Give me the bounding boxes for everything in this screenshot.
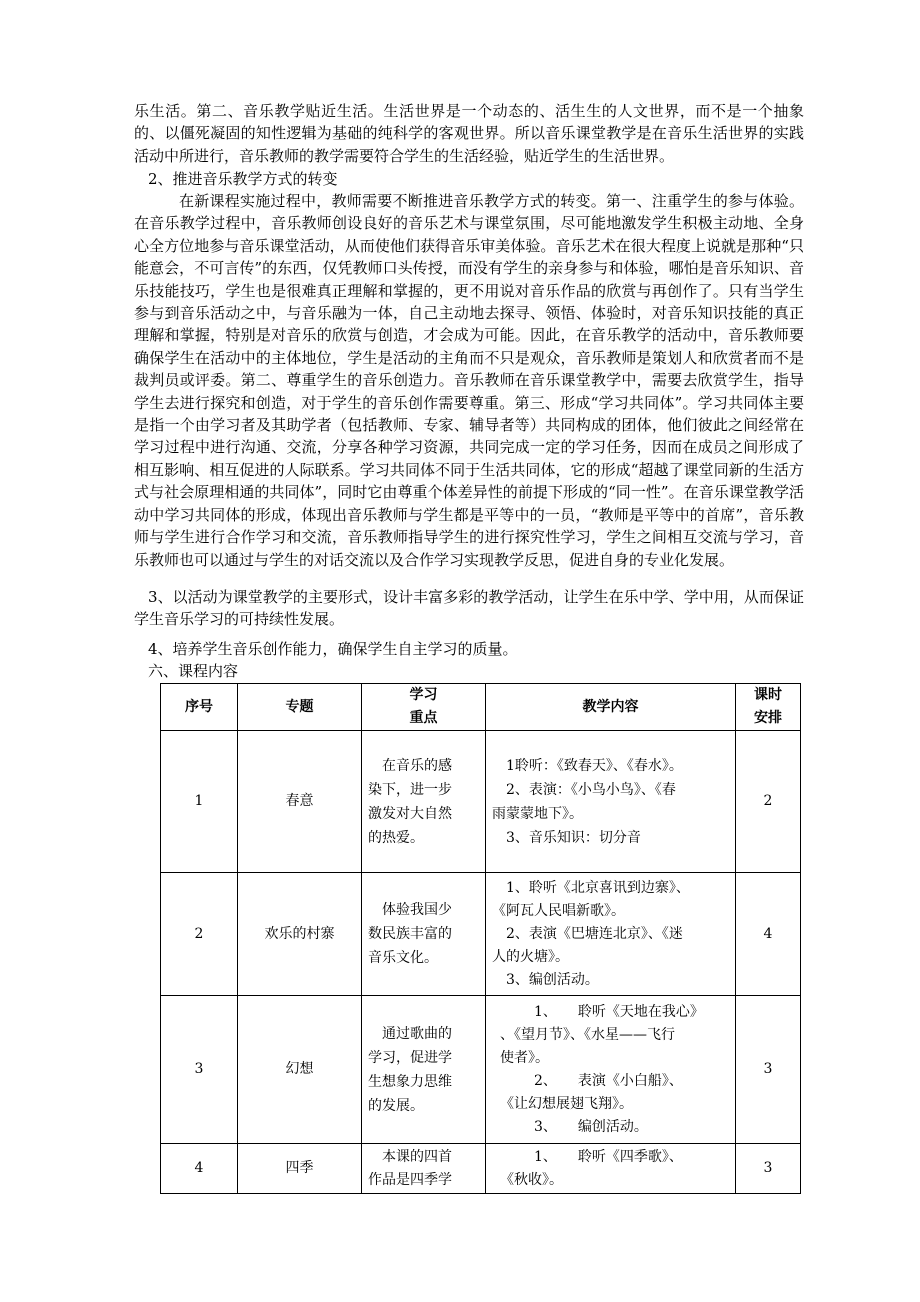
focus-line: 学习，促进学 bbox=[368, 1049, 452, 1066]
content-line: 雨蒙蒙地下》。 bbox=[492, 805, 583, 822]
table-row bbox=[161, 996, 801, 1144]
cell-topic: 欢乐的村寨 bbox=[238, 873, 362, 996]
focus-line: 的发展。 bbox=[368, 1097, 424, 1114]
focus-line: 通过歌曲的 bbox=[382, 1025, 452, 1042]
header-focus-line2: 重点 bbox=[409, 710, 438, 726]
content-line: 2、 表演《小白船》、 bbox=[534, 1072, 683, 1089]
content-line: 使者》。 bbox=[500, 1049, 549, 1066]
table-row bbox=[161, 873, 801, 996]
cell-hours: 2 bbox=[736, 731, 801, 873]
cell-hours: 4 bbox=[736, 873, 801, 996]
cell-content bbox=[486, 1144, 736, 1194]
heading-course-content: 六、课程内容 bbox=[148, 662, 239, 680]
cell-topic: 幻想 bbox=[238, 996, 362, 1144]
content-line: 3、音乐知识：切分音 bbox=[506, 829, 641, 846]
content-line: 3、编创活动。 bbox=[506, 971, 599, 988]
content-line: 1、 聆听《四季歌》、 bbox=[534, 1148, 683, 1165]
cell-focus bbox=[362, 873, 486, 996]
header-hours-line2: 安排 bbox=[754, 710, 782, 726]
cell-content bbox=[486, 996, 736, 1144]
cell-no: 3 bbox=[161, 996, 238, 1144]
cell-focus bbox=[362, 996, 486, 1144]
cell-content bbox=[486, 873, 736, 996]
cell-focus bbox=[362, 731, 486, 873]
heading-teaching-method: 2、推进音乐教学方式的转变 bbox=[148, 170, 338, 188]
paragraph-music-life: 乐生活。第二、音乐教学贴近生活。生活世界是一个动态的、活生生的人文世界，而不是一个抽象的、以僵死凝固的知性逻辑为基础的纯科学的客观世界。所以音乐课堂教学是在音乐生活世界的实践活动中所进行，音乐教师的教学需要符合学生的生活经验，贴近学生的生活世界。 bbox=[134, 102, 804, 165]
content-line: 《秋收》。 bbox=[500, 1171, 563, 1188]
cell-focus bbox=[362, 1144, 486, 1194]
header-focus bbox=[362, 684, 486, 731]
cell-topic: 四季 bbox=[238, 1144, 362, 1194]
header-topic: 专题 bbox=[238, 684, 362, 731]
focus-line: 本课的四首 bbox=[382, 1148, 452, 1165]
header-content: 教学内容 bbox=[486, 684, 736, 731]
content-line: 3、 编创活动。 bbox=[534, 1118, 648, 1135]
cell-hours: 3 bbox=[736, 1144, 801, 1194]
content-line: 1、聆听《北京喜讯到边寨》、 bbox=[506, 879, 690, 896]
focus-line: 作品是四季学 bbox=[368, 1171, 452, 1188]
focus-line: 在音乐的感 bbox=[382, 757, 452, 774]
cell-content bbox=[486, 731, 736, 873]
content-line: 2、表演《巴塘连北京》、《迷 bbox=[506, 925, 683, 942]
focus-line: 体验我国少 bbox=[382, 902, 452, 918]
content-line: 《阿瓦人民唱新歌》。 bbox=[492, 902, 625, 919]
content-line: 1、 聆听《天地在我心》 bbox=[534, 1003, 704, 1020]
focus-line: 数民族丰富的 bbox=[368, 926, 452, 942]
paragraph-activity-form: 3、以活动为课堂教学的主要形式，设计丰富多彩的教学活动，让学生在乐中学、学中用，从而保证学生音乐学习的可持续性发展。 bbox=[134, 588, 804, 629]
table-row bbox=[161, 1144, 801, 1194]
focus-line: 染下，进一步 bbox=[368, 781, 452, 798]
cell-no: 2 bbox=[161, 873, 238, 996]
table-header-row bbox=[161, 684, 801, 731]
header-focus-line1: 学习 bbox=[409, 687, 438, 703]
content-line: 、《望月节》、《水星——飞行 bbox=[500, 1026, 675, 1043]
focus-line: 音乐文化。 bbox=[368, 950, 438, 966]
content-line: 《让幻想展翅飞翔》。 bbox=[500, 1095, 633, 1112]
focus-line: 激发对大自然 bbox=[368, 805, 452, 822]
cell-no: 4 bbox=[161, 1144, 238, 1194]
course-content-table bbox=[160, 683, 801, 1194]
paragraph-creative-ability: 4、培养学生音乐创作能力，确保学生自主学习的质量。 bbox=[148, 640, 518, 658]
content-line: 1聆听：《致春天》、《春水》。 bbox=[506, 757, 683, 774]
table-row bbox=[161, 731, 801, 873]
focus-line: 生想象力思维 bbox=[368, 1073, 452, 1090]
header-hours bbox=[736, 684, 801, 731]
cell-no: 1 bbox=[161, 731, 238, 873]
content-line: 人的火塘》。 bbox=[492, 948, 569, 965]
focus-line: 的热爱。 bbox=[368, 829, 424, 846]
header-no: 序号 bbox=[161, 684, 238, 731]
cell-hours: 3 bbox=[736, 996, 801, 1144]
content-line: 2、表演：《小鸟小鸟》、《春 bbox=[506, 781, 676, 798]
cell-topic: 春意 bbox=[238, 731, 362, 873]
paragraph-teaching-method: 在新课程实施过程中，教师需要不断推进音乐教学方式的转变。第一、注重学生的参与体验。在音乐教学过程中，音乐教师创设良好的音乐艺术与课堂氛围，尽可能地激发学生积极主动地、全身心全方位地参与音乐课堂活动，从而使他们获得音乐审美体验。音乐艺术在很大程度上说就是那种“只能意会，不可言传”的东西，仅凭教师口头传授，而没有学生的亲身参与和体验，哪怕是音乐知识、音乐技能技巧，学生也是很难真正理解和掌握的，更不用说对音乐作品的欣赏与再创作了。只有当学生参与到音乐活动之中，与音乐融为一体，自己主动地去探寻、领悟、体验时，对音乐知识技能的真正理解和掌握，特别是对音乐的欣赏与创造，才会成为可能。因此，在音乐教学的活动中，音乐教师要确保学生在活动中的主体地位，学生是活动的主角而不只是观众，音乐教师是策划人和欣赏者而不是裁判员或评委。第二、尊重学生的音乐创造力。音乐教师在音乐课堂教学中，需要去欣赏学生，指导学生去进行探究和创造，对于学生的音乐创作需要尊重。第三、形成“学习共同体”。学习共同体主要是指一个由学习者及其助学者（包括教师、专家、辅导者等）共同构成的团体，他们彼此之间经常在学习过程中进行沟通、交流，分享各种学习资源，共同完成一定的学习任务，因而在成员之间形成了相互影响、相互促进的人际联系。学习共同体不同于生活共同体，它的形成“超越了课堂同新的生活方式与社会原理相通的共同体”，同时它由尊重个体差异性的前提下形成的“同一性”。在音乐课堂教学活动中学习共同体的形成，体现出音乐教师与学生都是平等中的一员，“教师是平等中的首席”，音乐教师与学生进行合作学习和交流，音乐教师指导学生的进行探究性学习，学生之间相互交流与学习，音乐教师也可以通过与学生的对话交流以及合作学习实现教学反思，促进自身的专业化发展。 bbox=[134, 192, 804, 569]
header-hours-line1: 课时 bbox=[754, 687, 782, 703]
